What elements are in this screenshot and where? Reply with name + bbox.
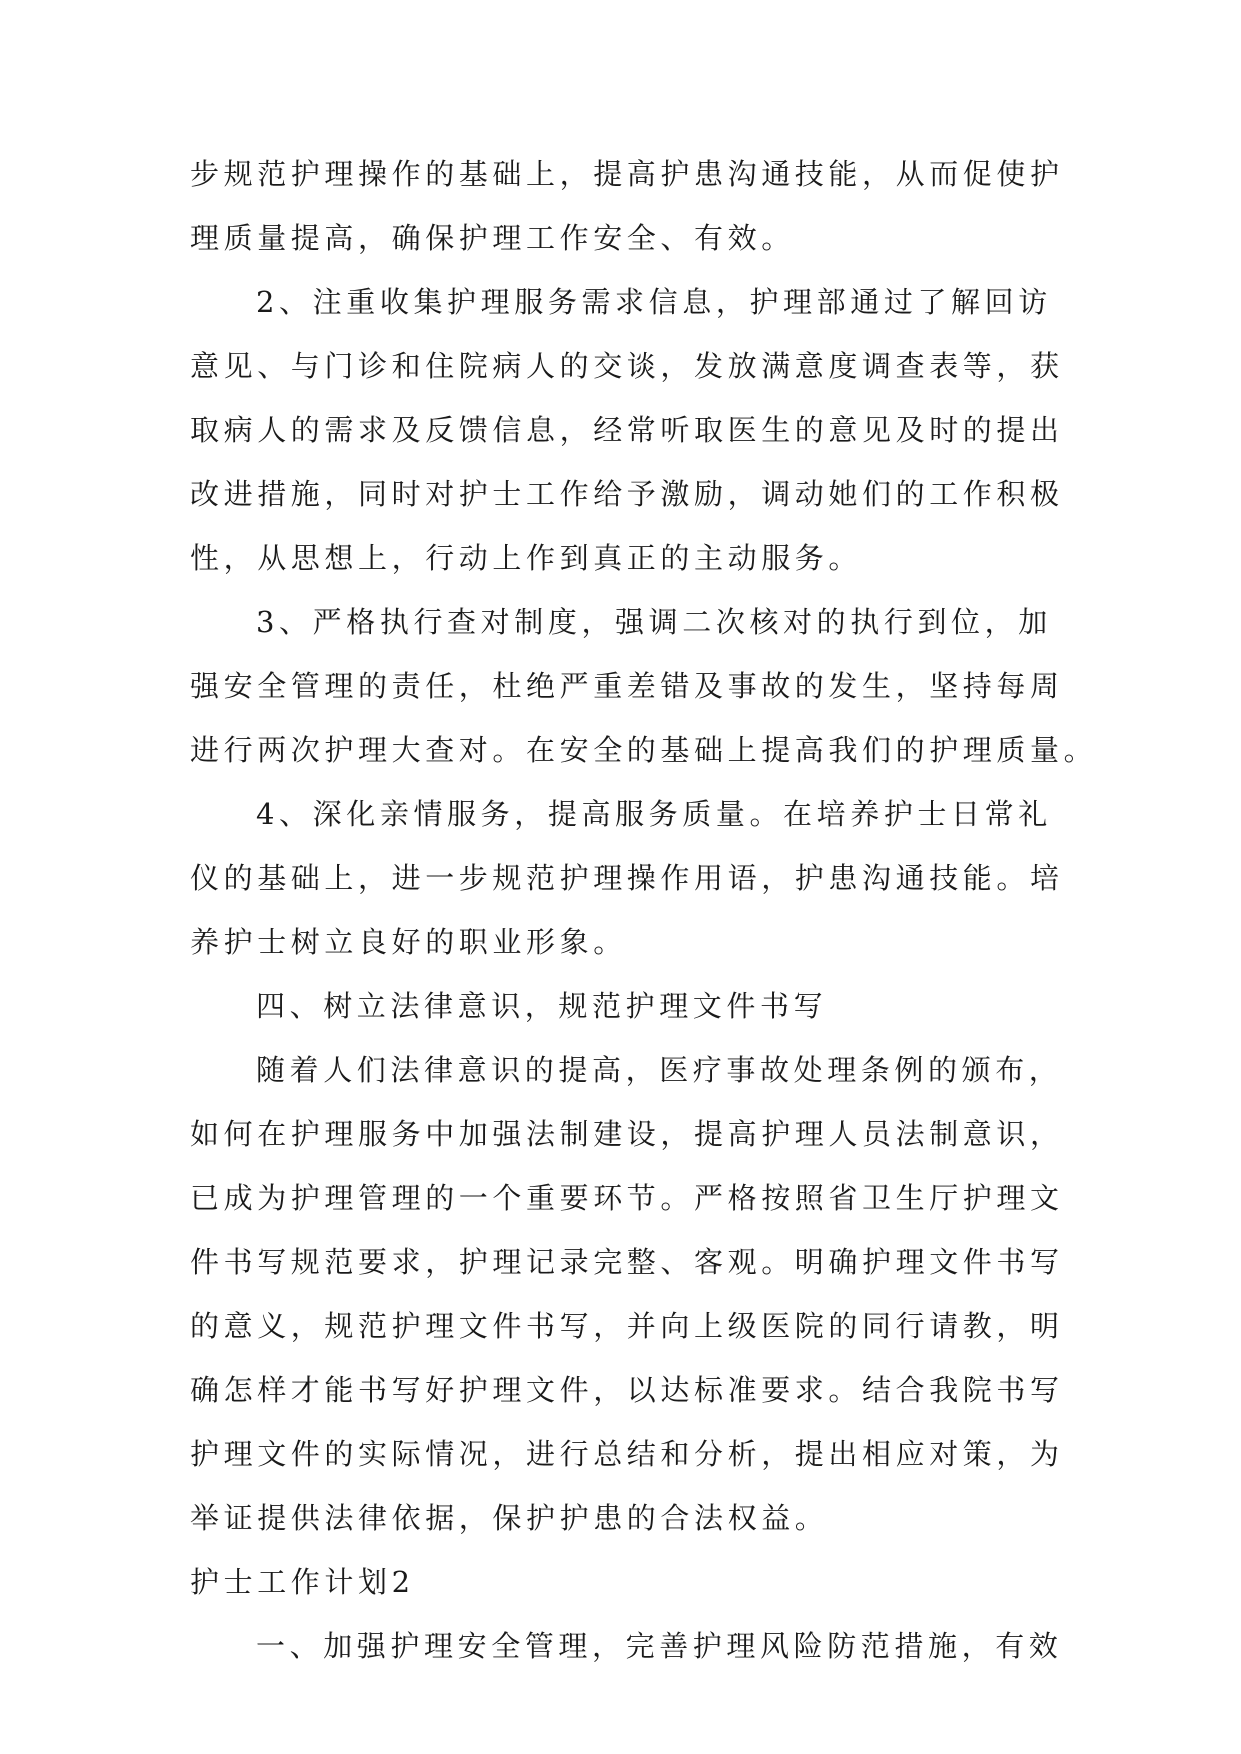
text-line: 性，从思想上，行动上作到真正的主动服务。 [190,541,863,575]
text-line: 如何在护理服务中加强法制建设，提高护理人员法制意识， [190,1117,1064,1151]
text-line: 的意义，规范护理文件书写，并向上级医院的同行请教，明 [190,1309,1064,1343]
text-line: 强安全管理的责任，杜绝严重差错及事故的发生，坚持每周 [190,669,1064,703]
text-line: 已成为护理管理的一个重要环节。严格按照省卫生厅护理文 [190,1181,1064,1215]
paragraph-start-line: 随着人们法律意识的提高，医疗事故处理条例的颁布， [256,1053,1063,1087]
text-line: 步规范护理操作的基础上，提高护患沟通技能，从而促使护 [190,157,1064,191]
text-line: 理质量提高，确保护理工作安全、有效。 [190,221,795,255]
text-line: 取病人的需求及反馈信息，经常听取医生的意见及时的提出 [190,413,1064,447]
text-line: 确怎样才能书写好护理文件，以达标准要求。结合我院书写 [190,1373,1064,1407]
text-line: 意见、与门诊和住院病人的交谈，发放满意度调查表等，获 [190,349,1064,383]
text-line: 仪的基础上，进一步规范护理操作用语，护患沟通技能。培 [190,861,1064,895]
text-line: 件书写规范要求，护理记录完整、客观。明确护理文件书写 [190,1245,1064,1279]
paragraph-start-line: 2、注重收集护理服务需求信息，护理部通过了解回访 [256,285,1052,319]
document-page [190,0,1098,1754]
paragraph-start-line: 3、严格执行查对制度，强调二次核对的执行到位，加 [256,605,1052,639]
text-line: 养护士树立良好的职业形象。 [190,925,627,959]
document-title: 护士工作计划2 [190,1565,415,1599]
section-heading: 四、树立法律意识，规范护理文件书写 [256,989,828,1023]
text-line: 护理文件的实际情况，进行总结和分析，提出相应对策，为 [190,1437,1064,1471]
section-heading: 一、加强护理安全管理，完善护理风险防范措施，有效 [256,1629,1063,1663]
text-line: 改进措施，同时对护士工作给予激励，调动她们的工作积极 [190,477,1064,511]
text-line: 举证提供法律依据，保护护患的合法权益。 [190,1501,829,1535]
paragraph-start-line: 4、深化亲情服务，提高服务质量。在培养护士日常礼 [256,797,1052,831]
text-line: 进行两次护理大查对。在安全的基础上提高我们的护理质量。 [190,733,1098,767]
